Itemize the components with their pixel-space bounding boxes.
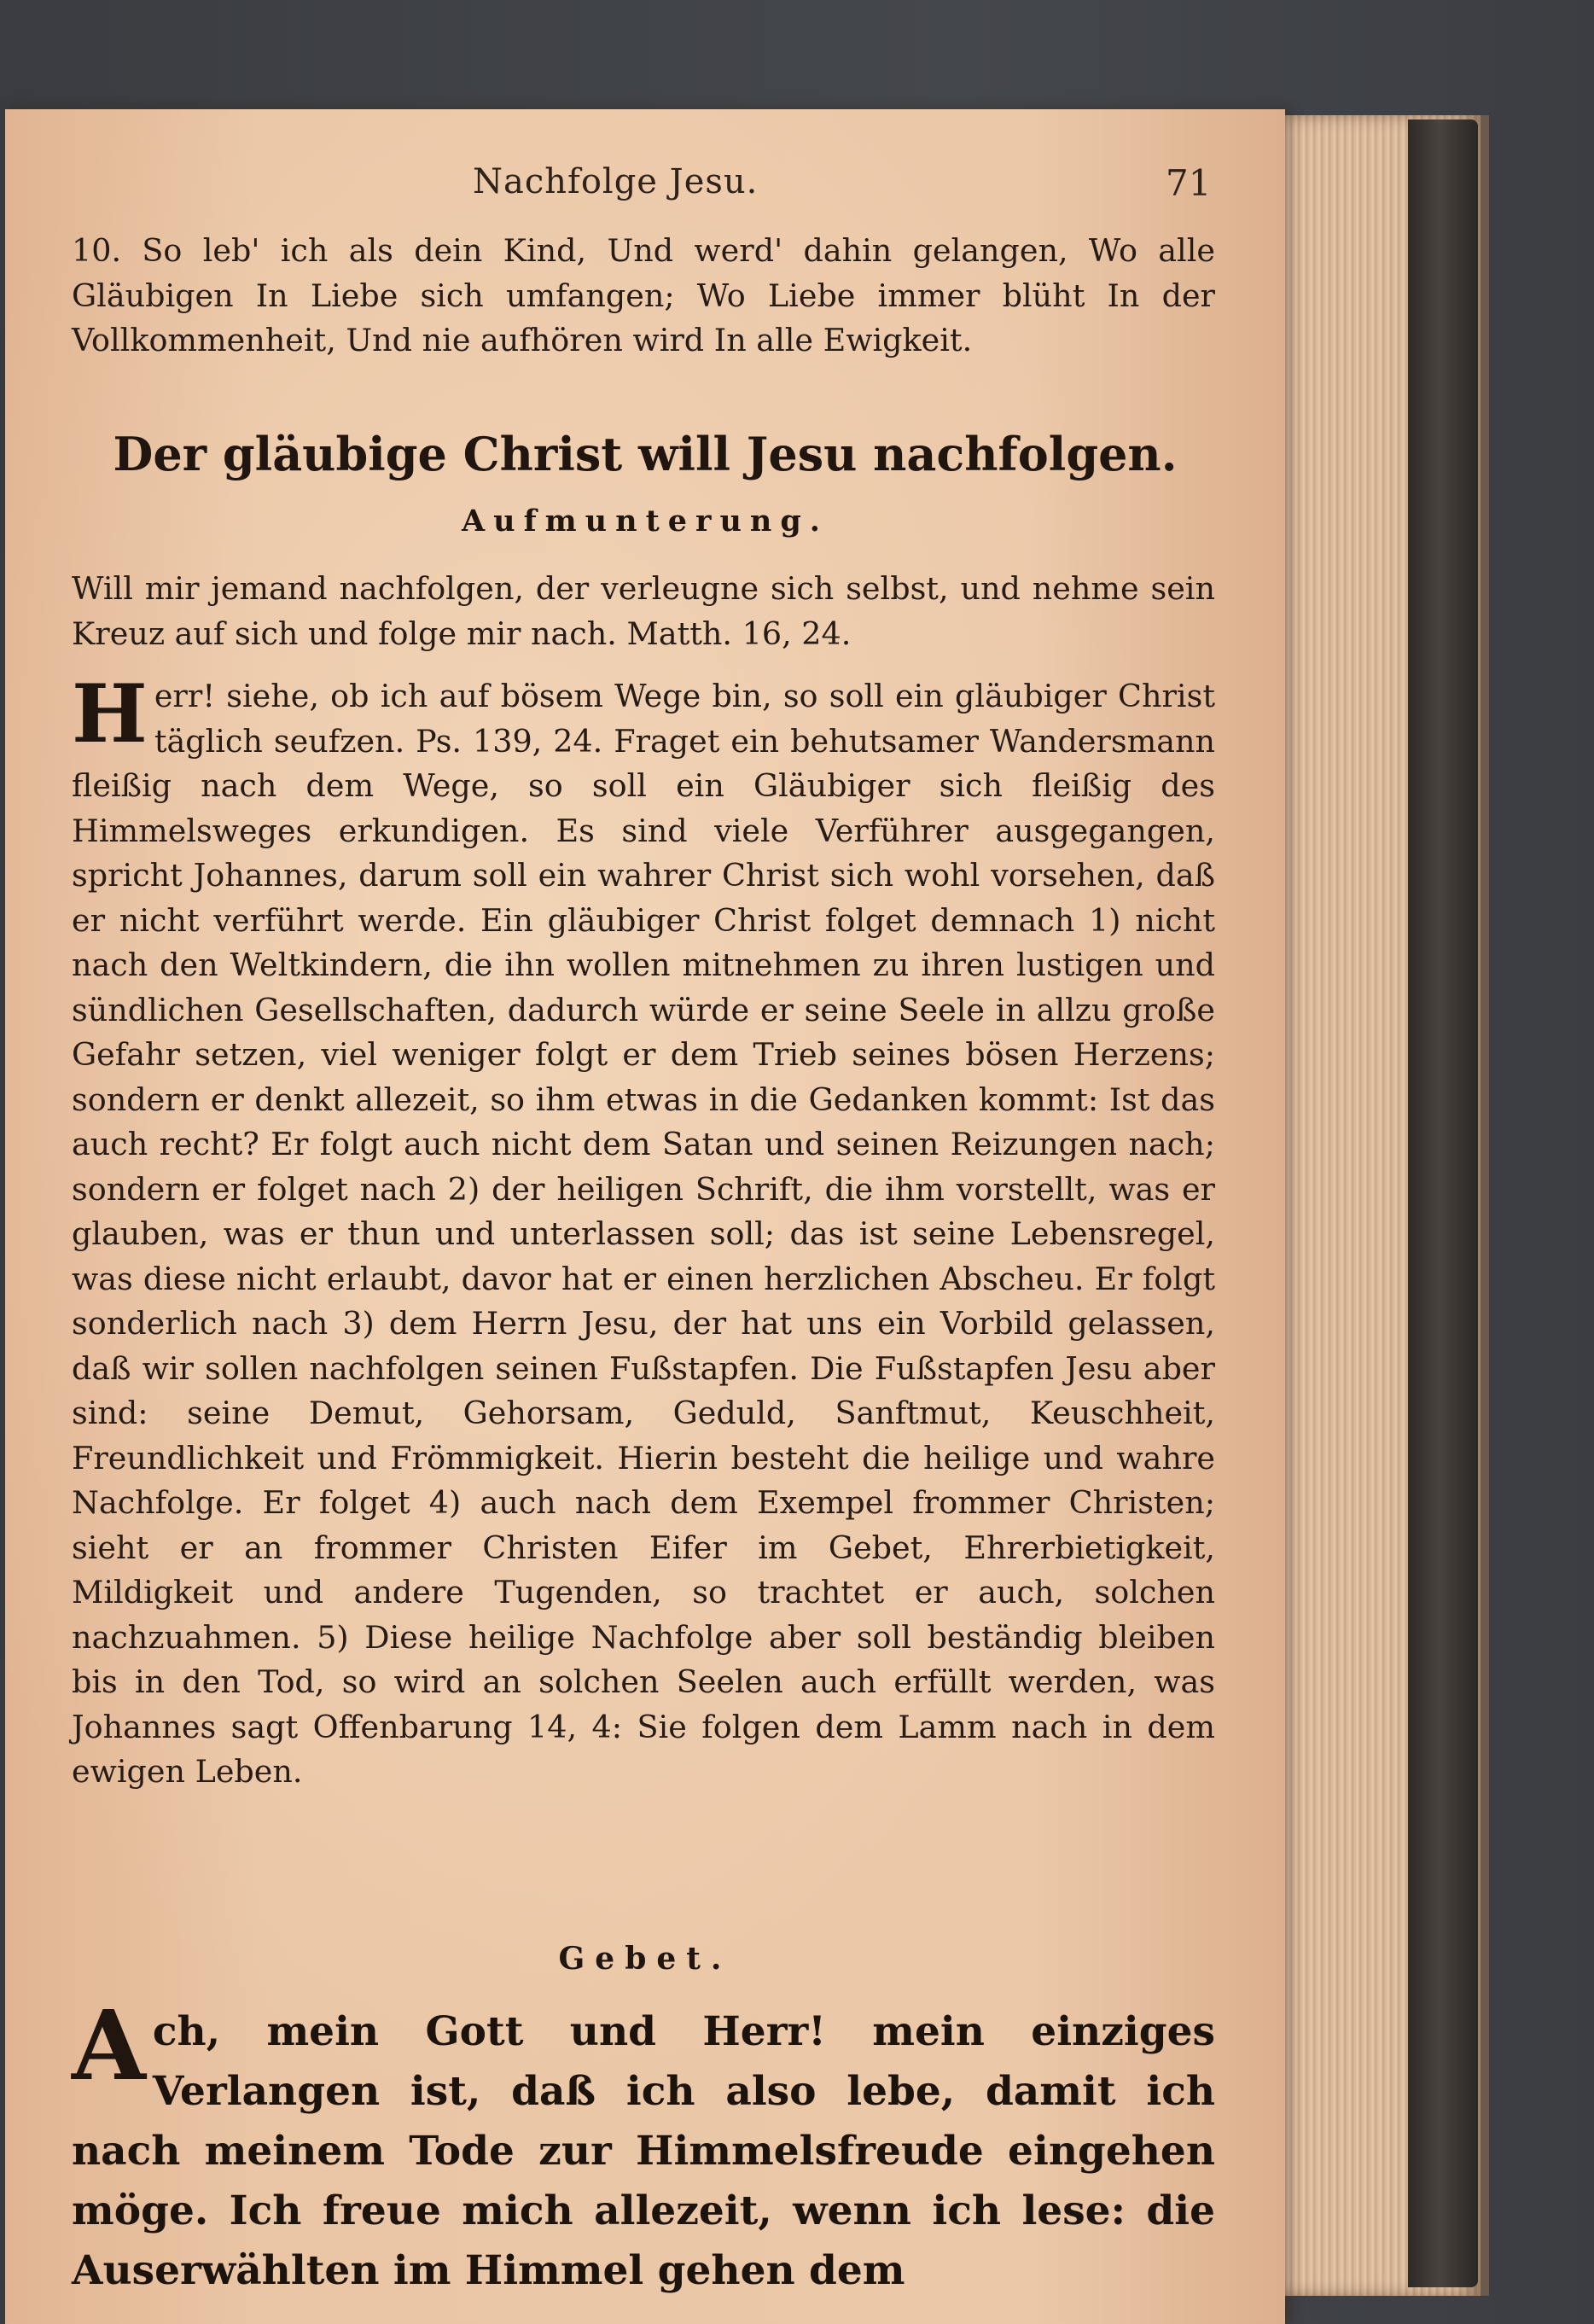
prayer-text: ch, mein Gott und Herr! mein einziges Verlangen ist, daß ich also lebe, damit ich nach meinem Tode zur Himmelsfreude eingehen möge. Ich freue mich allezeit, wenn ich lese: die Auserwählten im Himmel gehen dem — [72, 2008, 1215, 2294]
prayer-paragraph — [72, 1990, 1215, 2301]
section-title: Der gläubige Christ will Jesu nachfolgen. — [113, 427, 1178, 481]
drop-cap: H — [72, 667, 148, 761]
body-paragraph — [72, 667, 1215, 1795]
body-text: err! siehe, ob ich auf bösem Wege bin, so soll ein gläubiger Christ täglich seufzen. Ps. 139, 24. Fraget ein behutsamer Wandersmann fleißig nach dem Wege, so soll ein Gläubiger sich fleißig des Himmelsweges erkundigen. Es sind viele Verführer ausgegangen, spricht Johannes, darum soll ein wahrer Christ sich wohl vorsehen, daß er nicht verführt werde. Ein gläubiger Christ folget demnach 1) nicht nach den Weltkindern, die ihn wollen mitnehmen zu ihren lustigen und sündlichen Gesellschaften, dadurch würde er seine Seele in allzu große Gefahr setzen, viel weniger folgt er dem Trieb seines bösen Herzens; sondern er denkt allezeit, so ihm etwas in die Gedanken kommt: Ist das auch recht? Er folgt auch nicht dem Satan und seinen Reizungen nach; sondern er folget nach 2) der heiligen Schrift, die ihm vorstellt, was er glauben, was er thun und unterlassen soll; das ist seine Lebensregel, was diese nicht erlaubt, davor hat er einen herzlichen Abscheu. Er folgt sonderlich nach 3) dem Herrn Jesu, der hat uns ein Vorbild gelassen, daß wir sollen nachfolgen seinen Fußstapfen. Die Fußstapfen Jesu aber sind: seine Demut, Gehorsam, Geduld, Sanftmut, Keuschheit, Freundlichkeit und Frömmigkeit. Hierin besteht die heilige und wahre Nachfolge. Er folget 4) auch nach dem Exempel frommer Christen; sieht er an frommer Christen Eifer im Gebet, Ehrerbietigkeit, Mildigkeit und andere Tugenden, so trachtet er auch, solchen nachzuahmen. 5) Diese heilige Nachfolge aber soll beständig bleiben bis in den Tod, so wird an solchen Seelen auch erfüllt werden, was Johannes sagt Offenbarung 14, 4: Sie folgen dem Lamm nach in dem ewigen Leben. — [72, 678, 1215, 1790]
hymn-stanza: 10. So leb' ich als dein Kind, Und werd' dahin gelangen, Wo alle Gläubigen In Liebe sich umfangen; Wo Liebe immer blüht In der Vollkommenheit, Und nie aufhören wird In alle Ewigkeit. — [72, 232, 1215, 358]
prayer-drop-cap: A — [72, 1990, 146, 2102]
section-subtitle: Aufmunterung. — [461, 504, 829, 539]
prayer-title: Gebet. — [558, 1941, 732, 1977]
book-page — [5, 109, 1285, 2324]
bible-motto: Will mir jemand nachfolgen, der verleugne sich selbst, und nehme sein Kreuz auf sich und folge mir nach. Matth. 16, 24. — [72, 570, 1215, 652]
page-number: 71 — [1166, 162, 1212, 204]
running-title: Nachfolge Jesu. — [473, 162, 759, 201]
book-cover-edge — [1408, 119, 1478, 2287]
running-head — [5, 162, 1285, 213]
